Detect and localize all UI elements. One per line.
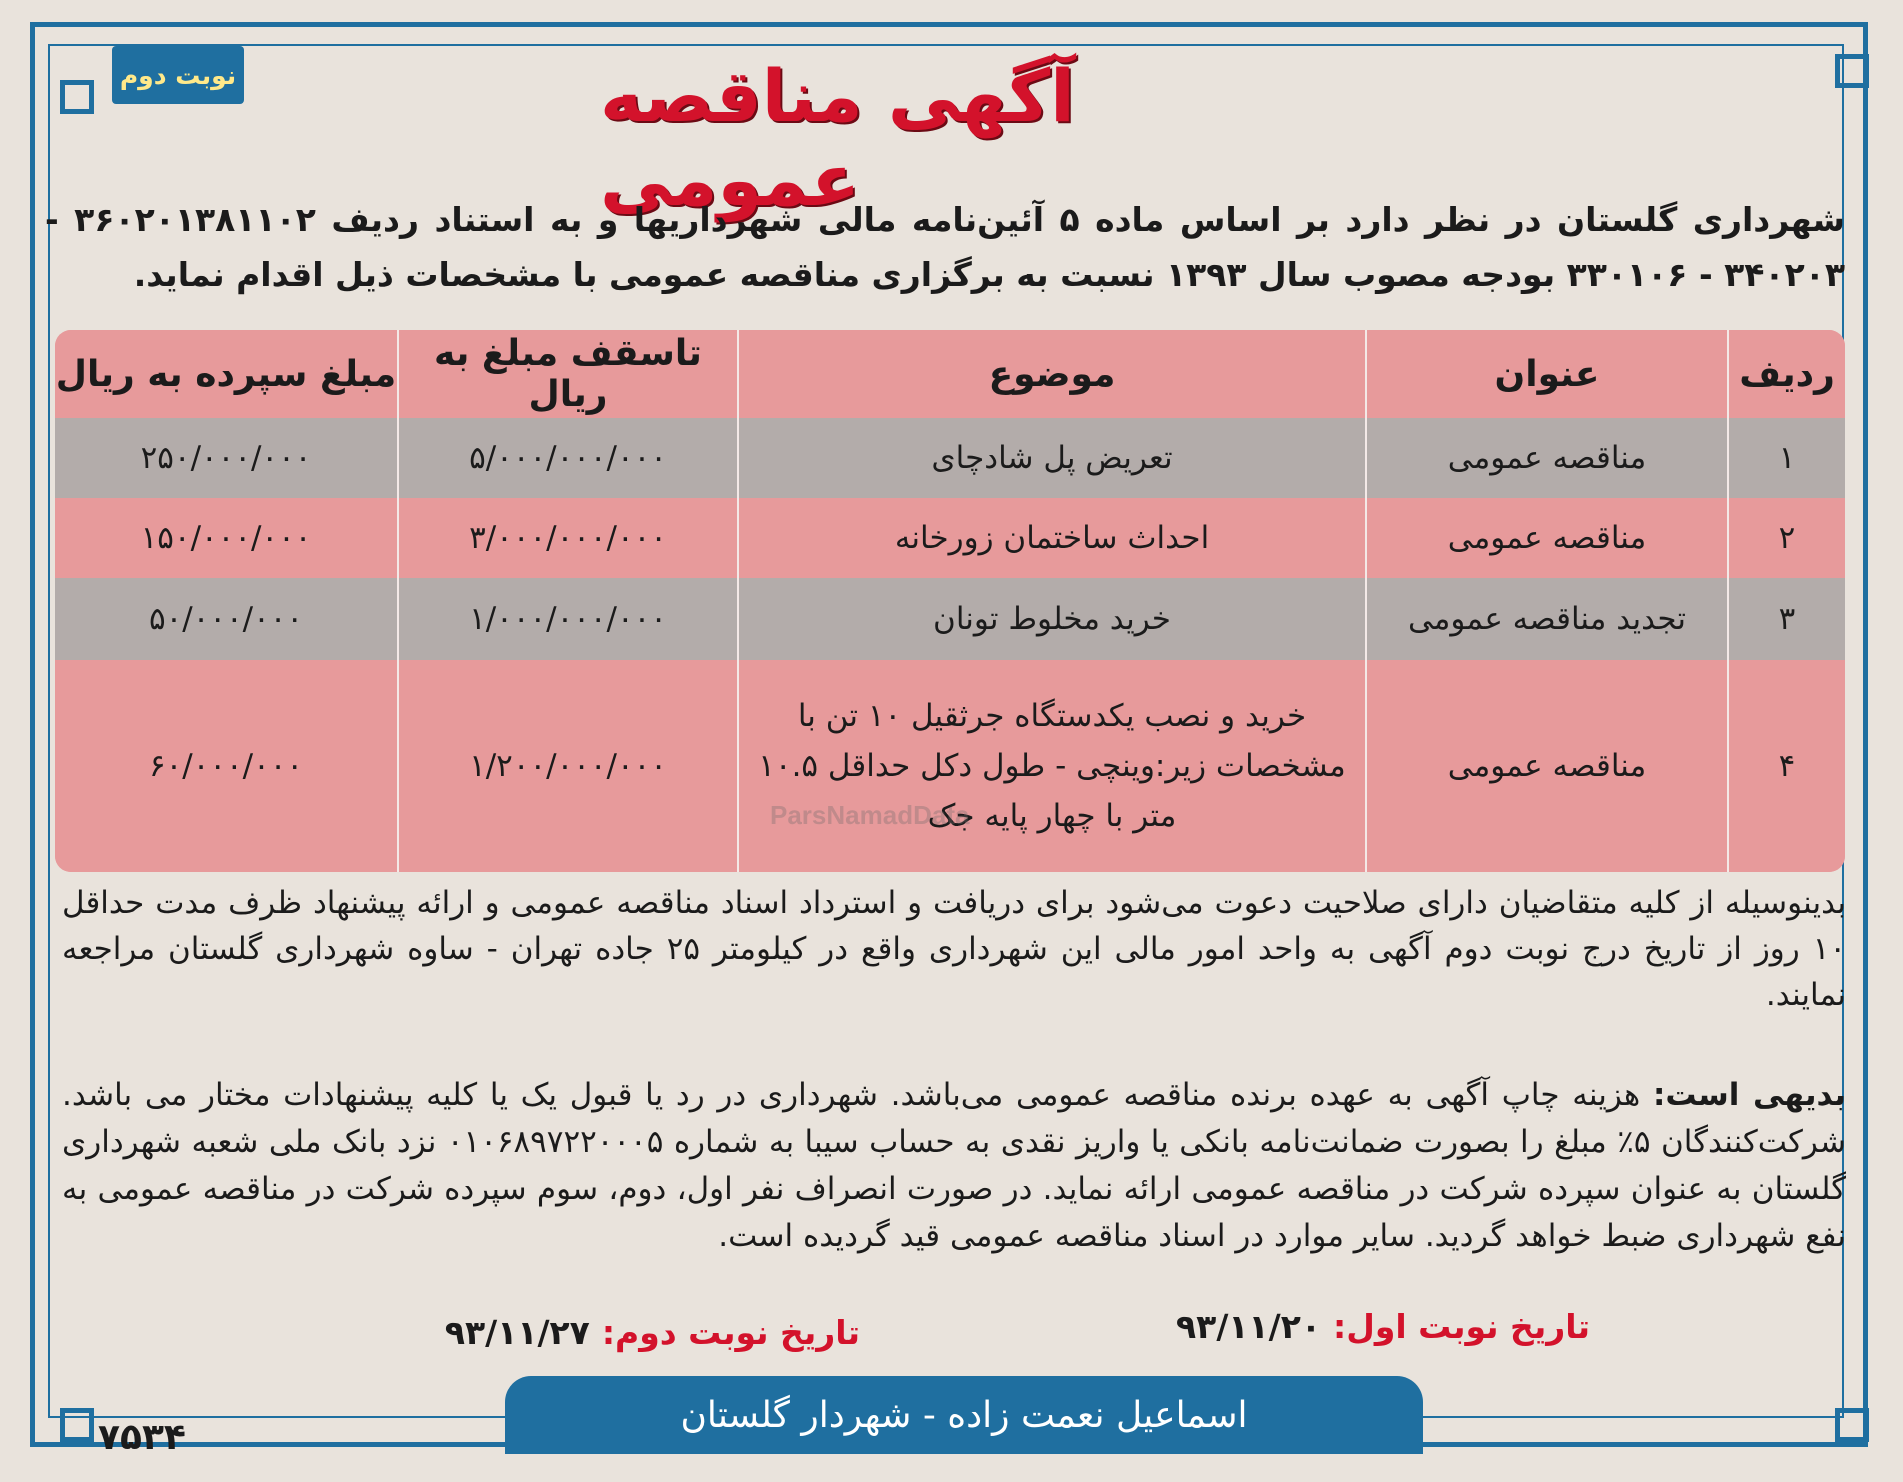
table-row: [55, 578, 1845, 660]
row-idx: ۲: [1727, 498, 1845, 578]
note-text: هزینه چاپ آگهی به عهده برنده مناقصه عمومی می‌باشد. شهرداری در رد یا قبول یک یا کلیه پیشنهادات مختار می باشد. شرکت‌کنندگان ۵٪ مبلغ را بصورت ضمانت‌نامه بانکی یا واریز نقدی به حساب سیبا به شماره ۰۱۰۶۸۹۷۲۲۰۰۰۵ نزد بانک ملی شعبه شهرداری گلستان به عنوان سپرده شرکت در مناقصه عمومی ارائه نماید. در صورت انصراف نفر اول، دوم، سوم سپرده شرکت در مناقصه عمومی به نفع شهرداری ضبط خواهد گردید. سایر موارد در اسناد مناقصه عمومی قید گردیده است.: [62, 1077, 1847, 1254]
row-cap: ۱/۲۰۰/۰۰۰/۰۰۰: [397, 660, 737, 872]
table-header: [55, 330, 1845, 418]
row-title: مناقصه عمومی: [1365, 498, 1727, 578]
page-title: آگهی مناقصه عمومی: [600, 54, 1075, 222]
row-cap: ۳/۰۰۰/۰۰۰/۰۰۰: [397, 498, 737, 578]
signature-bar: اسماعیل نعمت زاده - شهردار گلستان: [505, 1376, 1423, 1454]
header-title: عنوان: [1365, 330, 1727, 418]
row-cap: ۵/۰۰۰/۰۰۰/۰۰۰: [397, 418, 737, 498]
table-row: [55, 418, 1845, 498]
row-idx: ۳: [1727, 578, 1845, 660]
ad-code: ۷۵۳۴: [98, 1416, 186, 1458]
note-paragraph: [62, 1072, 1846, 1260]
header-cap: تاسقف مبلغ به ریال: [397, 330, 737, 418]
first-date: [1160, 1300, 1590, 1352]
watermark-logo: ParsNamadData: [770, 800, 970, 830]
header-subject: موضوع: [737, 330, 1365, 418]
table-row: [55, 498, 1845, 578]
second-date-value: ۹۳/۱۱/۲۷: [444, 1312, 590, 1352]
corner-ornament: [1835, 1408, 1869, 1442]
row-deposit: ۲۵۰/۰۰۰/۰۰۰: [140, 440, 312, 476]
header-idx: ردیف: [1727, 330, 1845, 418]
row-subject: خرید و نصب یکدستگاه جرثقیل ۱۰ تن با مشخصات زیر:وینچی - طول دکل حداقل ۱۰.۵ متر با چهار پایه جک: [737, 660, 1365, 872]
round-badge: نوبت دوم: [112, 46, 244, 104]
row-cap: ۱/۰۰۰/۰۰۰/۰۰۰: [397, 578, 737, 660]
first-date-label: تاریخ نوبت اول:: [1333, 1306, 1590, 1346]
tender-table: [55, 330, 1845, 872]
header-deposit: مبلغ سپرده به ریال: [55, 353, 397, 395]
note-label: بدیهی است:: [1653, 1077, 1847, 1113]
corner-ornament: [60, 1408, 94, 1442]
second-date-label: تاریخ نوبت دوم:: [601, 1312, 860, 1352]
second-date: [430, 1306, 860, 1358]
corner-ornament: [60, 80, 94, 114]
row-title: تجدید مناقصه عمومی: [1365, 578, 1727, 660]
corner-ornament: [1835, 54, 1869, 88]
row-subject: خرید مخلوط تونان: [737, 578, 1365, 660]
row-idx: ۴: [1727, 660, 1845, 872]
intro-paragraph: شهرداری گلستان در نظر دارد بر اساس ماده ۵ آئین‌نامه مالی شهرداریها و به استناد ردیف ۳۶۰۲۰۱۳۸۱۱۰۲ - ۳۴۰۲۰۳ - ۳۳۰۱۰۶ بودجه مصوب سال ۱۳۹۳ نسبت به برگزاری مناقصه عمومی با مشخصات ذیل اقدام نماید.: [45, 200, 1845, 294]
table-row: [55, 660, 1845, 872]
row-subject: احداث ساختمان زورخانه: [737, 498, 1365, 578]
row-subject: تعریض پل شادچای: [737, 418, 1365, 498]
row-deposit: ۵۰/۰۰۰/۰۰۰: [148, 601, 304, 637]
first-date-value: ۹۳/۱۱/۲۰: [1176, 1306, 1321, 1346]
invitation-paragraph: بدینوسیله از کلیه متقاضیان دارای صلاحیت دعوت می‌شود برای دریافت و استرداد اسناد مناقصه عمومی و ارائه پیشنهاد ظرف مدت حداقل ۱۰ روز از تاریخ درج نوبت دوم آگهی به واحد امور مالی این شهرداری واقع در کیلومتر ۲۵ جاده تهران - ساوه شهرداری گلستان مراجعه نمایند.: [62, 885, 1846, 1013]
row-idx: ۱: [1727, 418, 1845, 498]
row-title: مناقصه عمومی: [1365, 418, 1727, 498]
row-deposit: ۱۵۰/۰۰۰/۰۰۰: [140, 520, 312, 556]
row-title: مناقصه عمومی: [1365, 660, 1727, 872]
row-deposit: ۶۰/۰۰۰/۰۰۰: [148, 748, 304, 784]
